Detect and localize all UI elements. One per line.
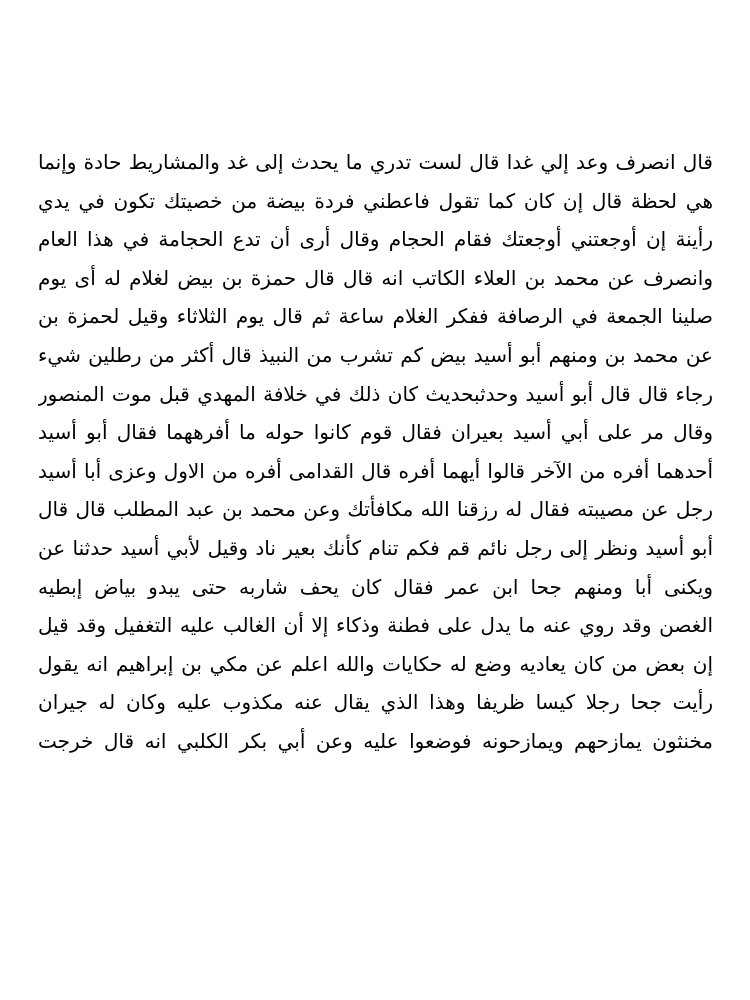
text-line: رجاء قال قال أبو أسيد وحدثبحديث كان ذلك في خلافة المهدي قبل موت المنصور xyxy=(38,381,713,406)
text-line: قال انصرف وعد إلي غدا قال لست تدري ما يحدث إلى غد والمشاريط حادة وإنما xyxy=(38,150,713,174)
text-line: وقال مر على أبي أسيد بعيران فقال قوم كانوا حوله ما أفرههما فقال أبو أسيد xyxy=(38,420,713,445)
text-line: ويكنى أبا ومنهم جحا ابن عمر فقال كان يحف شاربه حتى يبدو بياض إبطيه xyxy=(38,574,713,599)
text-line: أبو أسيد ونظر إلى رجل نائم قم فكم تنام كأنك بعير ناد وقيل لأبي أسيد حدثنا عن xyxy=(38,535,713,560)
text-line: عن محمد بن ومنهم أبو أسيد بيض كم تشرب من النبيذ قال أكثر من رطلين شيء xyxy=(38,342,713,367)
text-line: وانصرف عن محمد بن العلاء الكاتب انه قال قال حمزة بن بيض لغلام له أى يوم xyxy=(38,265,713,290)
text-line: مخنثون يمازحهم ويمازحونه فوضعوا عليه وعن أبي بكر الكلبي انه قال خرجت xyxy=(38,728,713,753)
text-line: رأينة إن أوجعتني أوجعتك فقام الحجام وقال أرى أن تدع الحجامة في هذا العام xyxy=(38,227,713,252)
body-text xyxy=(38,143,713,761)
text-line: رأيت جحا رجلا كيسا ظريفا وهذا الذي يقال عنه مكذوب عليه وكان له جيران xyxy=(38,690,713,715)
text-line: أحدهما أفره من الآخر قالوا أيهما أفره قال القدامى أفره من الاول وعزى أبا أسيد xyxy=(38,458,713,483)
text-line: إن بعض من كان يعاديه وضع له حكايات والله اعلم عن مكي بن إبراهيم انه يقول xyxy=(38,651,713,676)
text-line: رجل عن مصيبته فقال له رزقنا الله مكافأتك وعن محمد بن عبد المطلب قال قال xyxy=(38,497,713,522)
text-line: هي لحظة قال إن كان كما تقول فاعطني فردة بيضة من خصيتك تكون في يدي xyxy=(38,188,713,213)
text-line: الغصن وقد روي عنه ما يدل على فطنة وذكاء إلا أن الغالب عليه التغفيل وقد قيل xyxy=(38,613,713,638)
text-line: صلينا الجمعة في الرصافة ففكر الغلام ساعة ثم قال يوم الثلاثاء وقيل لحمزة بن xyxy=(38,304,713,329)
